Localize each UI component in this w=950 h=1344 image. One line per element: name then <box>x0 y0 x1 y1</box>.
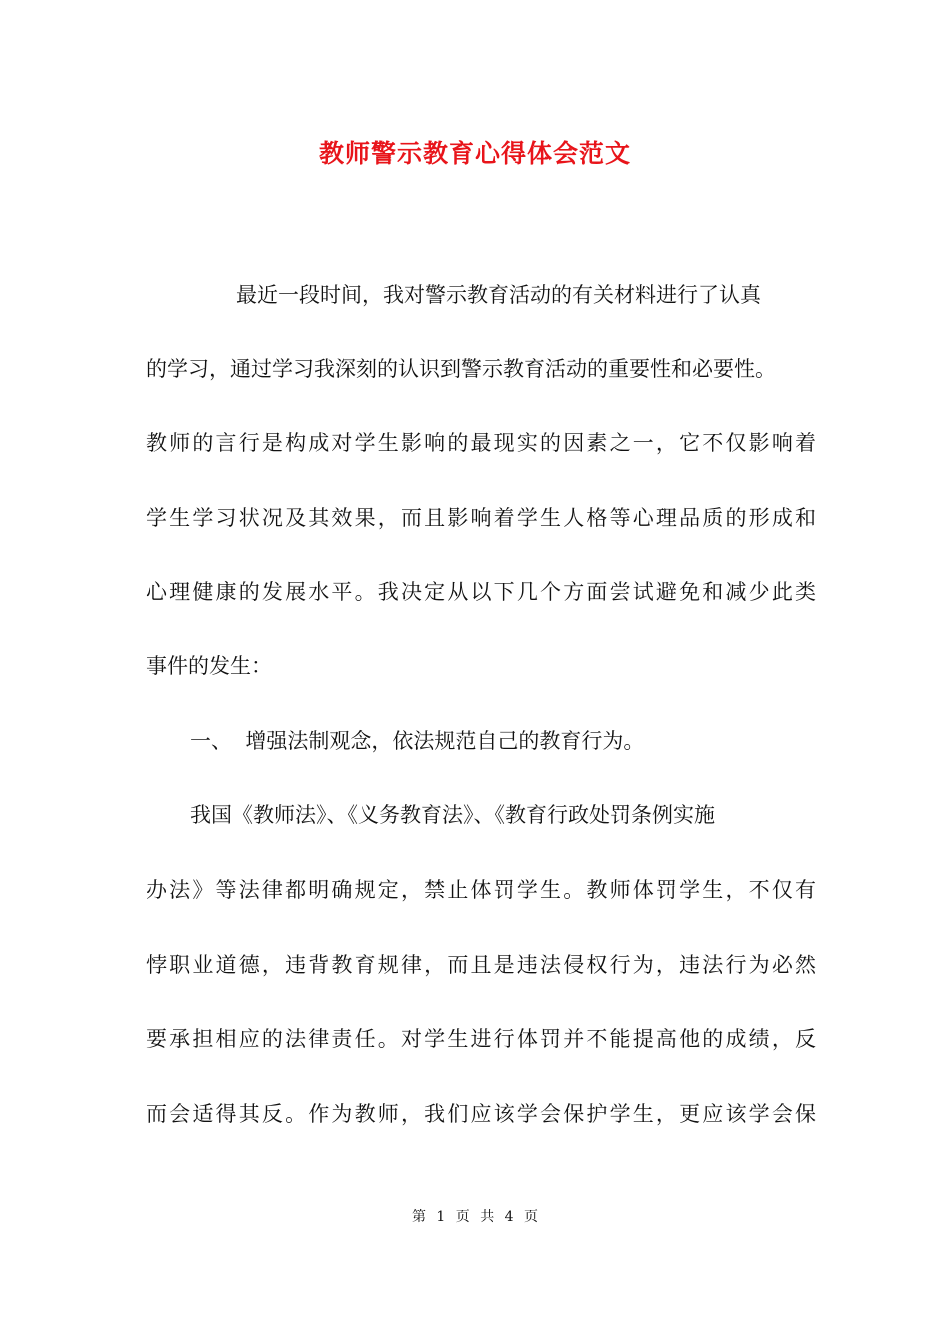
paragraph-line-3: 教师的言行是构成对学生影响的最现实的因素之一，它不仅影响着 <box>146 431 816 455</box>
paragraph-line-5: 心理健康的发展水平。我决定从以下几个方面尝试避免和减少此类 <box>146 580 816 604</box>
paragraph-line-9: 办法》等法律都明确规定，禁止体罚学生。教师体罚学生，不仅有 <box>146 878 816 902</box>
paragraph-line-10: 悖职业道德，违背教育规律，而且是违法侵权行为，违法行为必然 <box>146 953 816 977</box>
document-title: 教师警示教育心得体会范文 <box>318 139 631 168</box>
paragraph-line-2: 的学习，通过学习我深刻的认识到警示教育活动的重要性和必要性。 <box>146 357 776 381</box>
paragraph-line-12: 而会适得其反。作为教师，我们应该学会保护学生，更应该学会保 <box>146 1102 816 1126</box>
paragraph-line-6: 事件的发生： <box>146 654 272 678</box>
section-heading-1: 一、 增强法制观念，依法规范自己的教育行为。 <box>190 729 645 753</box>
paragraph-line-8: 我国《教师法》、《义务教育法》、《教育行政处罚条例实施 <box>190 803 715 827</box>
paragraph-line-1: 最近一段时间，我对警示教育活动的有关材料进行了认真 <box>236 283 761 307</box>
paragraph-line-4: 学生学习状况及其效果，而且影响着学生人格等心理品质的形成和 <box>146 506 816 530</box>
page-number-footer: 第 1 页 共 4 页 <box>411 1209 539 1225</box>
paragraph-line-11: 要承担相应的法律责任。对学生进行体罚并不能提高他的成绩，反 <box>146 1027 816 1051</box>
